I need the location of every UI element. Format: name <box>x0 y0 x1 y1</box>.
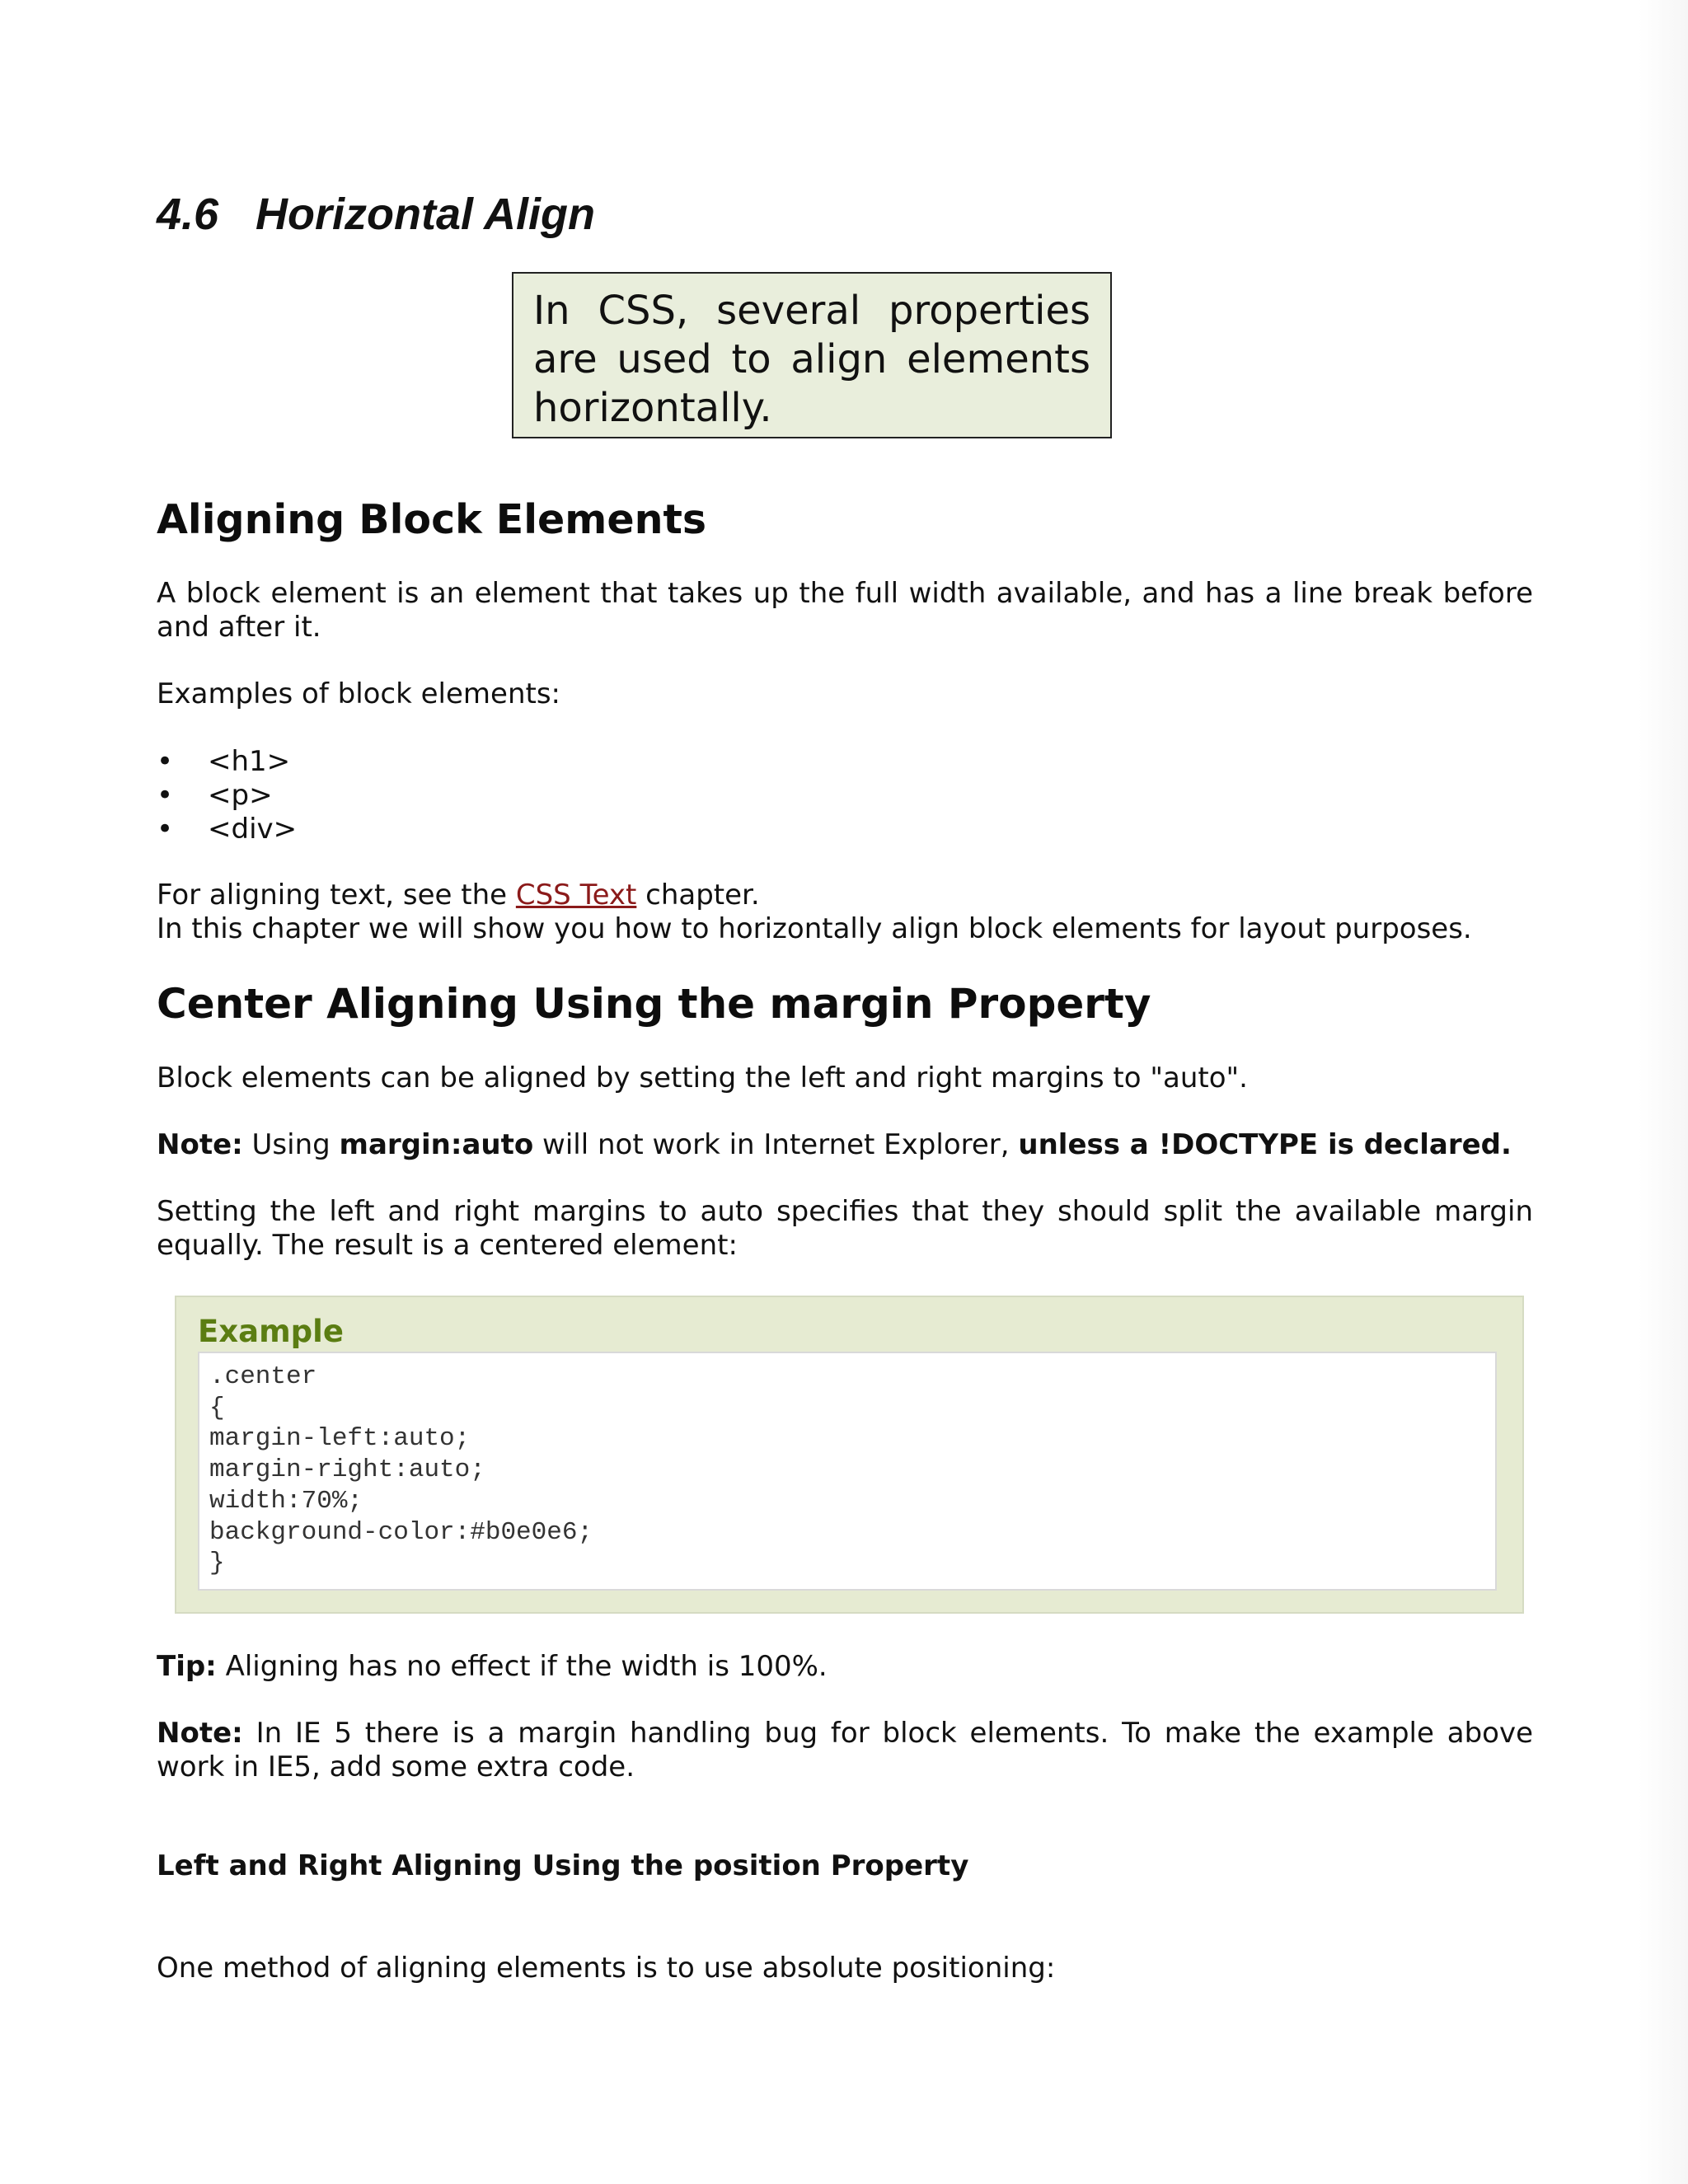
ie5-note <box>157 1717 1533 1784</box>
code-line: .center <box>209 1362 317 1391</box>
note2-label: Note: <box>157 1717 243 1750</box>
note-bold-1: margin:auto <box>339 1128 534 1161</box>
note-text-2: will not work in Internet Explorer, <box>533 1128 1019 1161</box>
css-text-link[interactable]: CSS Text <box>515 879 637 912</box>
note-label: Note: <box>157 1128 243 1161</box>
example-title: Example <box>198 1314 344 1349</box>
list-item: • <p> <box>157 779 1533 813</box>
code-line: { <box>209 1393 225 1422</box>
list-item: • <h1> <box>157 745 1533 779</box>
examples-intro: Examples of block elements: <box>157 677 560 710</box>
code-line: margin-left:auto; <box>209 1424 471 1454</box>
intro-callout-box: In CSS, several properties are used to align elements horizontally. <box>512 272 1112 438</box>
doctype-note <box>157 1128 1533 1162</box>
section-title-text: Horizontal Align <box>256 190 595 239</box>
code-line: width:70%; <box>209 1486 363 1516</box>
heading-position-aligning: Left and Right Aligning Using the position Property <box>157 1849 969 1882</box>
note-bold-2: unless a !DOCTYPE is declared. <box>1018 1128 1512 1161</box>
absolute-positioning-intro: One method of aligning elements is to use absolute positioning: <box>157 1952 1056 1985</box>
example-box <box>175 1296 1524 1614</box>
code-line: background-color:#b0e0e6; <box>209 1517 593 1547</box>
css-text-reference <box>157 879 1533 912</box>
css-text-reference-before: For aligning text, see the <box>157 879 516 912</box>
tip-text: Aligning has no effect if the width is 100%. <box>216 1650 828 1683</box>
block-element-definition: A block element is an element that takes up the full width available, and has a line break before and after it. <box>157 577 1533 644</box>
note-text-1: Using <box>242 1128 340 1161</box>
note2-text: In IE 5 there is a margin handling bug for block elements. To make the example above work in IE5, add some extra code. <box>157 1717 1533 1783</box>
css-text-reference-after: chapter. <box>636 879 760 912</box>
section-number: 4.6 <box>157 190 219 239</box>
block-elements-list <box>157 745 1533 846</box>
code-line: margin-right:auto; <box>209 1455 485 1485</box>
tip-label: Tip: <box>157 1650 217 1683</box>
page-edge-shade <box>1639 0 1688 2184</box>
chapter-purpose: In this chapter we will show you how to horizontally align block elements for layout purposes. <box>157 912 1472 945</box>
code-block <box>198 1352 1497 1591</box>
margin-auto-description: Block elements can be aligned by setting the left and right margins to "auto". <box>157 1062 1248 1094</box>
margin-split-explanation: Setting the left and right margins to auto specifies that they should split the available margin equally. The result is a centered element: <box>157 1195 1533 1262</box>
tip-paragraph <box>157 1650 1533 1684</box>
code-line: } <box>209 1549 225 1578</box>
heading-aligning-block-elements: Aligning Block Elements <box>157 496 707 543</box>
section-title <box>157 188 595 241</box>
list-item: • <div> <box>157 813 1533 846</box>
heading-center-aligning-margin: Center Aligning Using the margin Property <box>157 980 1151 1028</box>
